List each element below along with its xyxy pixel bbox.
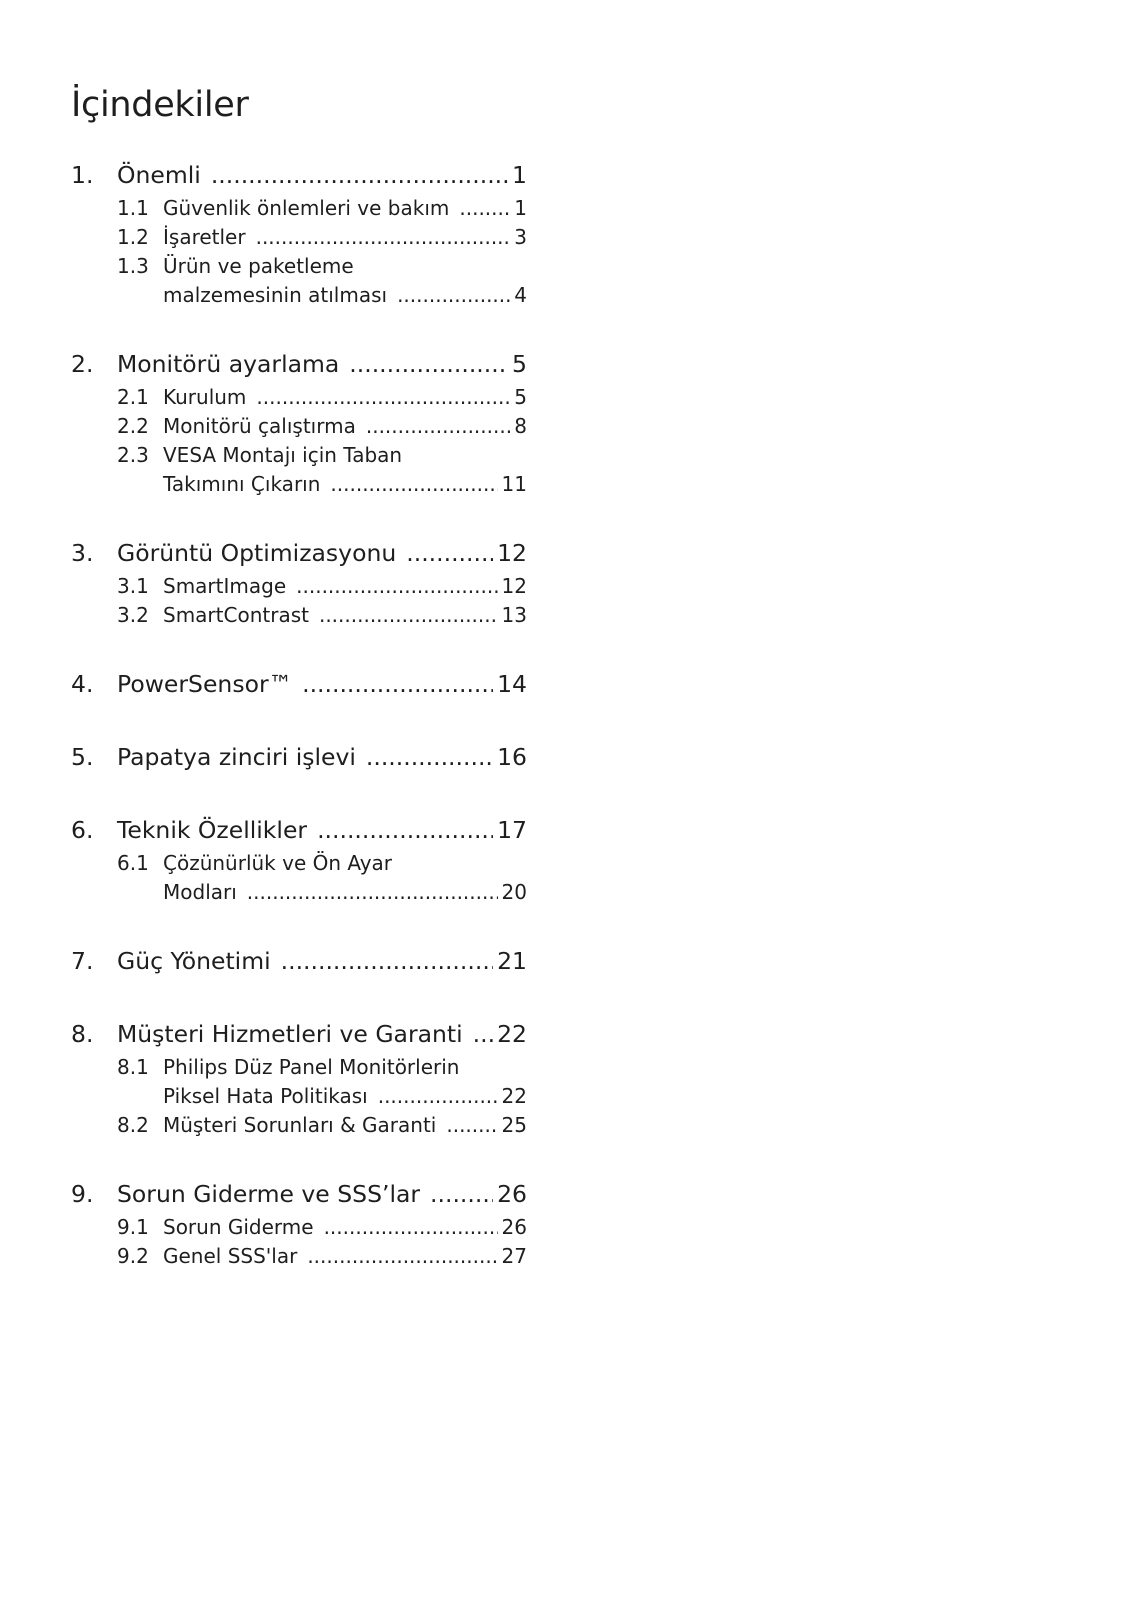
toc-subentry-page: 5 [514, 385, 527, 409]
toc-subentry-number: 1.1 [117, 196, 149, 220]
toc-section [71, 1176, 527, 1271]
dot-leader [366, 739, 493, 776]
toc-section [71, 666, 527, 703]
toc-subentry[interactable] [71, 1242, 527, 1271]
dot-leader [319, 601, 498, 630]
toc-subentry-page: 3 [514, 225, 527, 249]
toc-entry-title: Müşteri Hizmetleri ve Garanti [117, 1020, 463, 1048]
toc-subentry-number: 1.2 [117, 225, 149, 249]
dot-leader [302, 666, 493, 703]
toc-subentry-page: 20 [501, 880, 527, 904]
toc-entry-number: 9. [71, 1180, 94, 1208]
toc-entry-title: Monitörü ayarlama [117, 350, 340, 378]
toc-entry-page: 22 [497, 1020, 527, 1048]
toc-section [71, 739, 527, 776]
toc-subentry-title: VESA Montajı için Taban [163, 443, 403, 467]
toc-entry[interactable] [71, 666, 527, 703]
toc-subentry-title: Ürün ve paketleme [163, 254, 354, 278]
toc-subentry-title: Kurulum [163, 385, 247, 409]
toc-subentry-page: 25 [501, 1113, 527, 1137]
toc-subentry[interactable] [71, 572, 527, 601]
dot-leader [307, 1242, 497, 1271]
toc-subentry-title: Genel SSS'lar [163, 1244, 298, 1268]
toc-subentry-number: 2.1 [117, 385, 149, 409]
toc-entry-title: PowerSensor™ [117, 670, 293, 698]
page-title: İçindekiler [71, 85, 249, 125]
toc-entry[interactable] [71, 943, 527, 980]
table-of-contents [71, 157, 527, 1307]
toc-entry-page: 14 [497, 670, 527, 698]
toc-entry[interactable] [71, 1176, 527, 1213]
toc-entry-page: 26 [497, 1180, 527, 1208]
toc-subentry[interactable] [71, 1213, 527, 1242]
toc-subentry[interactable] [71, 412, 527, 441]
toc-subentry-number: 6.1 [117, 851, 149, 875]
toc-subentry-title: Monitörü çalıştırma [163, 414, 356, 438]
toc-subentry[interactable] [71, 383, 527, 412]
toc-subentry-title: malzemesinin atılması [163, 283, 388, 307]
toc-entry[interactable] [71, 157, 527, 194]
toc-subentry[interactable] [71, 252, 527, 281]
toc-section [71, 346, 527, 499]
toc-subentry[interactable] [71, 194, 527, 223]
toc-entry-page: 21 [497, 947, 527, 975]
toc-subentry-page: 11 [501, 472, 527, 496]
toc-subentry[interactable] [71, 601, 527, 630]
toc-subentry-title: Philips Düz Panel Monitörlerin [163, 1055, 460, 1079]
toc-subentry[interactable] [71, 470, 527, 499]
toc-subentry-page: 4 [514, 283, 527, 307]
toc-subentry-page: 1 [514, 196, 527, 220]
toc-subentry[interactable] [71, 849, 527, 878]
toc-entry-number: 7. [71, 947, 94, 975]
dot-leader [446, 1111, 497, 1140]
dot-leader [473, 1016, 493, 1053]
toc-entry[interactable] [71, 535, 527, 572]
toc-entry-page: 12 [497, 539, 527, 567]
toc-entry-title: Görüntü Optimizasyonu [117, 539, 397, 567]
toc-subentry[interactable] [71, 1053, 527, 1082]
toc-subentry-number: 9.2 [117, 1244, 149, 1268]
toc-subentry-page: 13 [501, 603, 527, 627]
toc-subentry-title: Piksel Hata Politikası [163, 1084, 368, 1108]
dot-leader [349, 346, 508, 383]
toc-subentry-page: 8 [514, 414, 527, 438]
dot-leader [459, 194, 510, 223]
toc-subentry-number: 8.2 [117, 1113, 149, 1137]
dot-leader [378, 1082, 498, 1111]
toc-subentry-title: Güvenlik önlemleri ve bakım [163, 196, 450, 220]
toc-subentry-title: Çözünürlük ve Ön Ayar [163, 851, 393, 875]
dot-leader [397, 281, 510, 310]
toc-entry-number: 3. [71, 539, 94, 567]
toc-entry[interactable] [71, 739, 527, 776]
toc-subentry-page: 22 [501, 1084, 527, 1108]
toc-subentry-title: SmartContrast [163, 603, 309, 627]
toc-subentry[interactable] [71, 1082, 527, 1111]
toc-subentry[interactable] [71, 223, 527, 252]
dot-leader [256, 383, 510, 412]
toc-subentry-title: Müşteri Sorunları & Garanti [163, 1113, 437, 1137]
dot-leader [256, 223, 511, 252]
toc-entry-page: 1 [512, 161, 527, 189]
toc-section [71, 943, 527, 980]
toc-subentry-title: Takımını Çıkarın [163, 472, 321, 496]
toc-entry-title: Güç Yönetimi [117, 947, 271, 975]
toc-subentry-number: 3.2 [117, 603, 149, 627]
toc-section [71, 157, 527, 310]
toc-entry-number: 6. [71, 816, 94, 844]
toc-entry-number: 2. [71, 350, 94, 378]
dot-leader [247, 878, 498, 907]
dot-leader [430, 1176, 493, 1213]
toc-subentry-title: İşaretler [163, 225, 246, 249]
dot-leader [324, 1213, 498, 1242]
toc-subentry-page: 26 [501, 1215, 527, 1239]
toc-entry-number: 4. [71, 670, 94, 698]
dot-leader [406, 535, 493, 572]
toc-entry-number: 1. [71, 161, 94, 189]
toc-subentry[interactable] [71, 1111, 527, 1140]
toc-entry[interactable] [71, 346, 527, 383]
toc-entry-number: 5. [71, 743, 94, 771]
dot-leader [281, 943, 493, 980]
toc-subentry-title: Modları [163, 880, 237, 904]
toc-subentry-page: 12 [501, 574, 527, 598]
toc-subentry-title: Sorun Giderme [163, 1215, 314, 1239]
toc-section [71, 812, 527, 907]
toc-subentry-number: 3.1 [117, 574, 149, 598]
toc-entry-number: 8. [71, 1020, 94, 1048]
toc-section [71, 1016, 527, 1140]
toc-entry-page: 16 [497, 743, 527, 771]
dot-leader [211, 157, 508, 194]
toc-subentry[interactable] [71, 281, 527, 310]
toc-subentry-number: 9.1 [117, 1215, 149, 1239]
toc-entry-title: Sorun Giderme ve SSS’lar [117, 1180, 421, 1208]
toc-entry-title: Önemli [117, 161, 201, 189]
toc-section [71, 535, 527, 630]
toc-subentry-number: 1.3 [117, 254, 149, 278]
toc-entry-page: 5 [512, 350, 527, 378]
toc-subentry-title: SmartImage [163, 574, 287, 598]
dot-leader [330, 470, 497, 499]
dot-leader [366, 412, 510, 441]
toc-entry-page: 17 [497, 816, 527, 844]
dot-leader [296, 572, 497, 601]
toc-entry[interactable] [71, 1016, 527, 1053]
toc-subentry[interactable] [71, 878, 527, 907]
toc-subentry-number: 2.2 [117, 414, 149, 438]
toc-entry-title: Teknik Özellikler [117, 816, 308, 844]
toc-subentry[interactable] [71, 441, 527, 470]
toc-entry-title: Papatya zinciri işlevi [117, 743, 356, 771]
dot-leader [317, 812, 493, 849]
toc-entry[interactable] [71, 812, 527, 849]
toc-subentry-page: 27 [501, 1244, 527, 1268]
toc-subentry-number: 8.1 [117, 1055, 149, 1079]
toc-subentry-number: 2.3 [117, 443, 149, 467]
